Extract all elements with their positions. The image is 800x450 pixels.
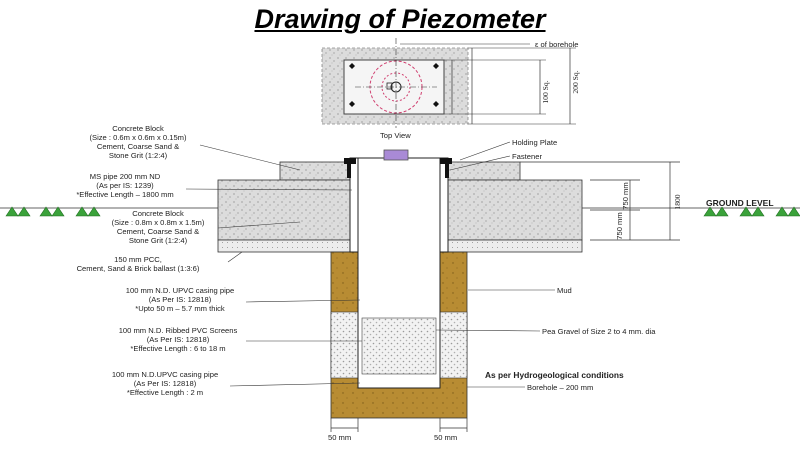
dim-750-lower: 750 mm [615, 212, 624, 240]
dim-1800: 1800 [673, 194, 682, 210]
cb2-line1: Concrete Block [132, 209, 184, 218]
top-view-caption: Top View [380, 131, 411, 140]
upvc1-line1: 100 mm N.D. UPVC casing pipe [125, 286, 235, 295]
page-title: Drawing of Piezometer [254, 4, 546, 34]
dim-750-upper: 750 mm [621, 182, 630, 210]
ribbed-pvc-screen [362, 318, 436, 374]
screens-line2: (As Per IS: 12818) [146, 335, 210, 344]
holding-plate-right [440, 158, 452, 164]
screens-line3: *Effective Length : 6 to 18 m [130, 344, 226, 353]
left-labels [76, 124, 237, 397]
cb2-line3: Cement, Coarse Sand & [116, 227, 200, 236]
pea-gravel-label: Pea Gravel of Size 2 to 4 mm. dia [542, 327, 656, 336]
centerline-label: ε of borehole [535, 40, 579, 49]
dim-50-left: 50 mm [328, 433, 352, 442]
ms-pipe-left-wall [350, 158, 358, 252]
ms-line3: *Effective Length – 1800 mm [76, 190, 174, 199]
holding-plate-left [344, 158, 356, 164]
upvc1-line3: *Upto 50 m – 5.7 mm thick [135, 304, 225, 313]
screens-line1: 100 mm N.D. Ribbed PVC Screens [118, 326, 238, 335]
bottom-dimension-lines [331, 418, 467, 432]
upvc2-line1: 100 mm N.D.UPVC casing pipe [111, 370, 219, 379]
ground-level-label: GROUND LEVEL [706, 198, 774, 208]
borehole-label: Borehole – 200 mm [527, 383, 594, 392]
pcc-line1: 150 mm PCC, [114, 255, 162, 264]
dim-50-right: 50 mm [434, 433, 458, 442]
cb2-line2: (Size : 0.8m x 0.8m x 1.5m) [111, 218, 205, 227]
cb1-line3: Cement, Coarse Sand & [96, 142, 180, 151]
hydro-label: As per Hydrogeological conditions [485, 370, 624, 380]
holding-plate-label: Holding Plate [512, 138, 558, 147]
ms-line2: (As per IS: 1239) [96, 181, 154, 190]
cb2-line4: Stone Grit (1:2:4) [128, 236, 188, 245]
upvc2-line3: *Effective Length : 2 m [126, 388, 204, 397]
fastener-label: Fastener [512, 152, 542, 161]
cb1-line2: (Size : 0.6m x 0.6m x 0.15m) [89, 133, 187, 142]
top-view [322, 38, 580, 140]
cb1-line4: Stone Grit (1:2:4) [108, 151, 168, 160]
cb1-line1: Concrete Block [112, 124, 164, 133]
piezometer-cap [384, 150, 408, 160]
dim-100-sq: 100 Sq. [541, 80, 550, 104]
upvc2-line2: (As Per IS: 12818) [133, 379, 197, 388]
fastener-left [347, 164, 351, 178]
upvc1-line2: (As Per IS: 12818) [148, 295, 212, 304]
fastener-right [445, 164, 449, 178]
ms-line1: MS pipe 200 mm ND [89, 172, 161, 181]
pcc-line2: Cement, Sand & Brick ballast (1:3:6) [76, 264, 200, 273]
dim-200-sq: 200 Sq. [571, 70, 580, 94]
mud-label: Mud [557, 286, 572, 295]
